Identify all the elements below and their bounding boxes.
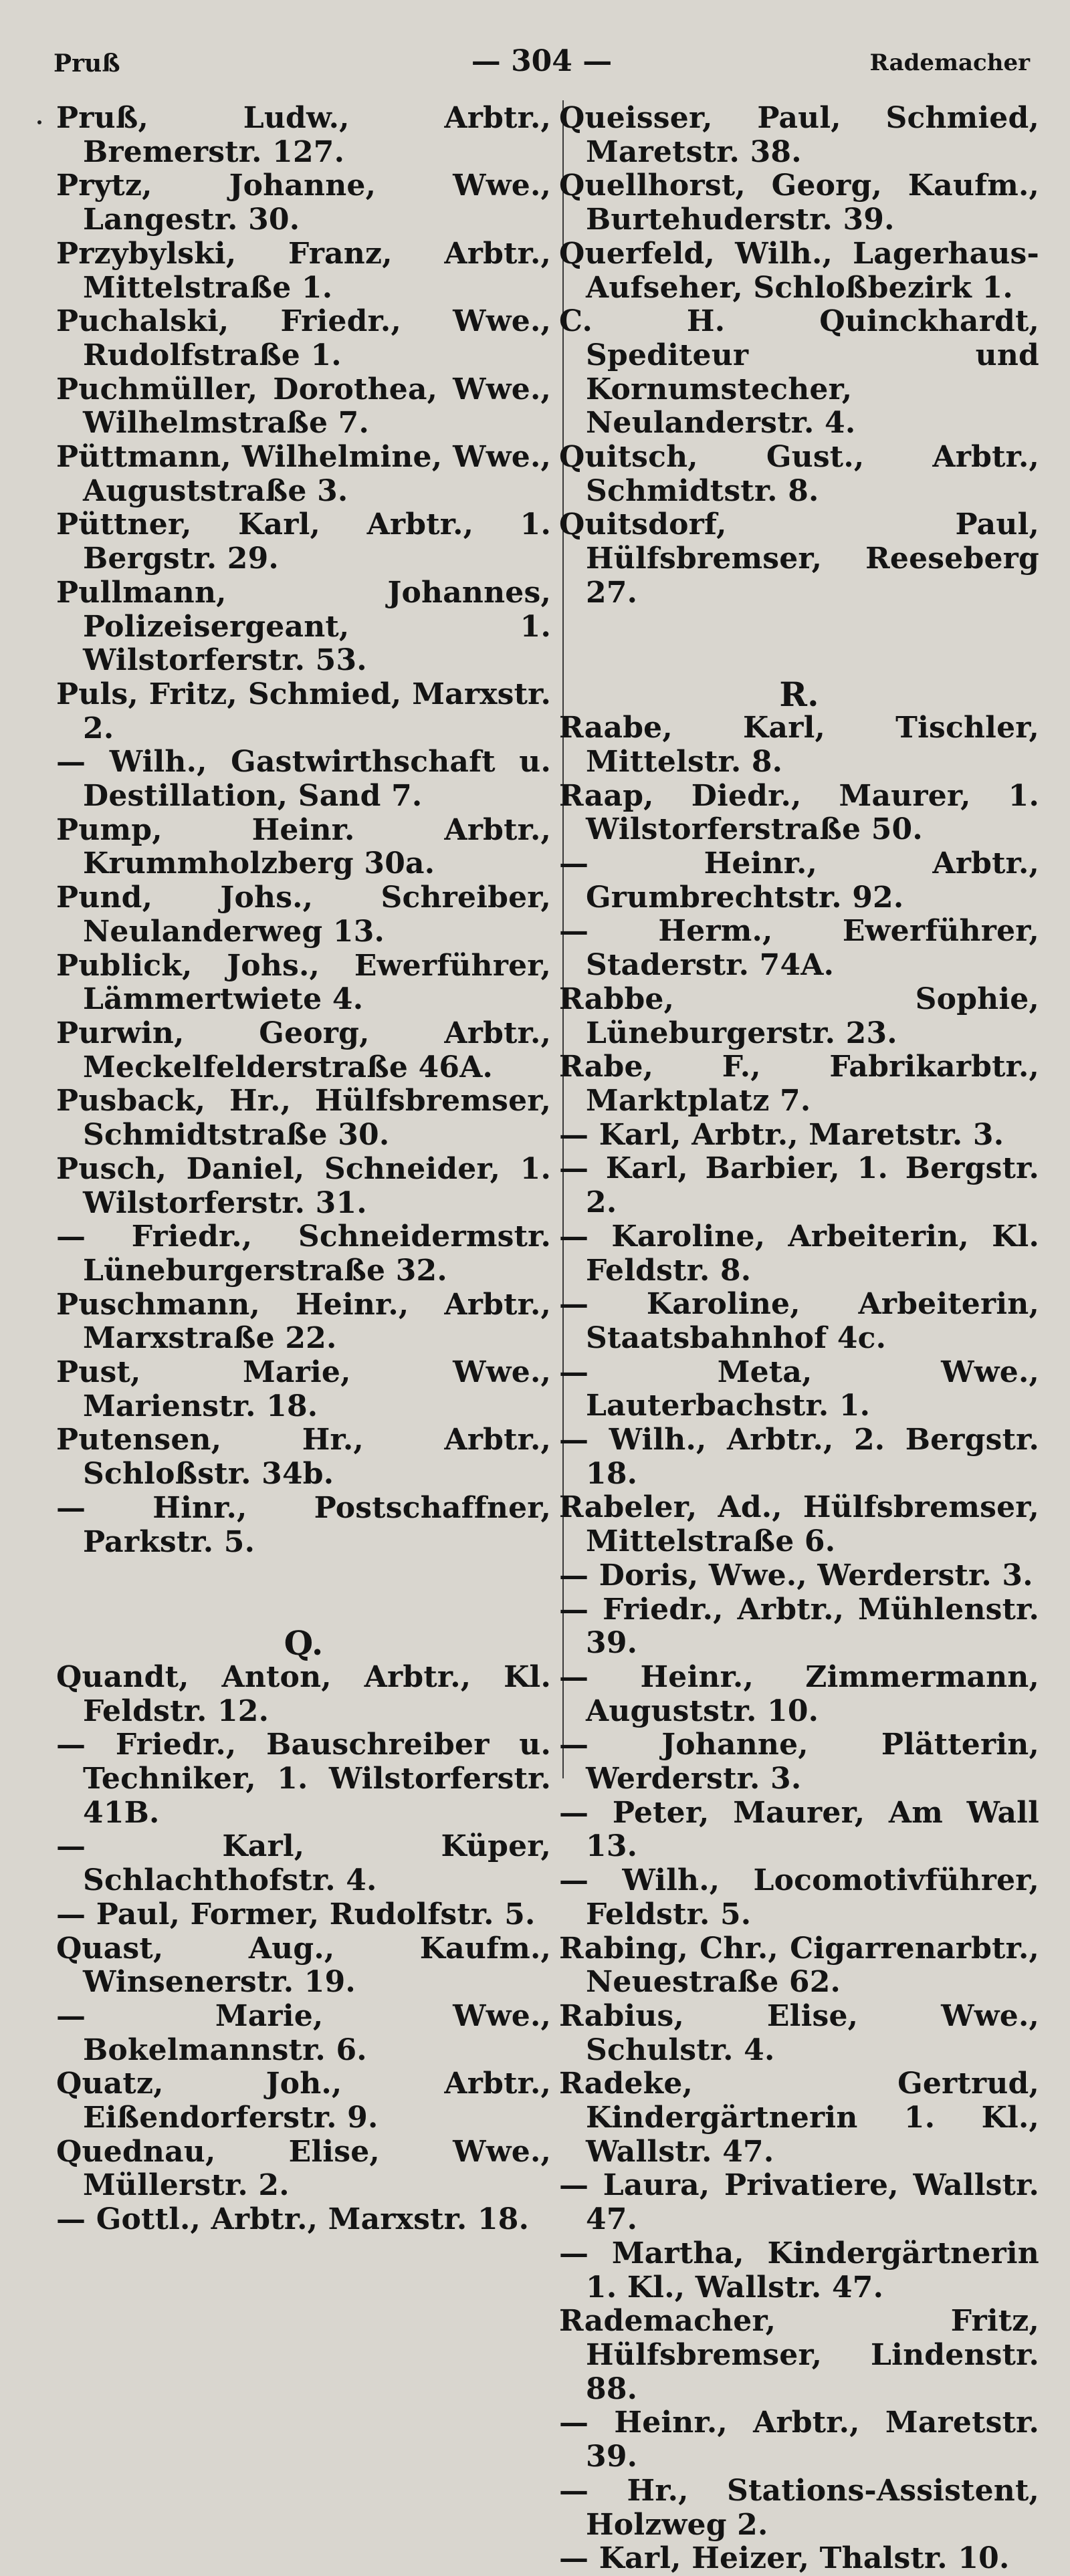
directory-entry: — Wilh., Locomotivführer, Feldstr. 5.	[559, 1863, 1039, 1931]
directory-entry: — Karl, Küper, Schlachthofstr. 4.	[56, 1829, 551, 1898]
entries-r	[559, 711, 1039, 2576]
directory-entry: — Hr., Stations-Assistent, Holzweg 2.	[559, 2473, 1039, 2542]
directory-entry: — Heinr., Arbtr., Grumbrechtstr. 92.	[559, 846, 1039, 915]
directory-entry: — Hinr., Postschaffner, Parkstr. 5.	[56, 1490, 551, 1559]
directory-entry: Rabius, Elise, Wwe., Schulstr. 4.	[559, 1998, 1039, 2067]
directory-entry: Rabeler, Ad., Hülfsbremser, Mittelstraße 6.	[559, 1490, 1039, 1559]
section-letter-r: R.	[779, 674, 819, 714]
directory-entry: Pump, Heinr. Arbtr., Krummholzberg 30a.	[56, 812, 551, 881]
directory-entry: — Doris, Wwe., Werderstr. 3.	[559, 1558, 1033, 1593]
directory-entry: — Karoline, Arbeiterin, Kl. Feldstr. 8.	[559, 1219, 1039, 1288]
directory-entry: Puchmüller, Dorothea, Wwe., Wilhelmstraße 7.	[56, 372, 551, 441]
directory-entry: — Wilh., Arbtr., 2. Bergstr. 18.	[559, 1423, 1039, 1491]
page-number: — 304 —	[471, 44, 613, 78]
directory-entry: — Martha, Kindergärtnerin 1. Kl., Wallstr. 47.	[559, 2236, 1039, 2305]
directory-entry: Quednau, Elise, Wwe., Müllerstr. 2.	[56, 2134, 551, 2203]
directory-entry: Quatz, Joh., Arbtr., Eißendorferstr. 9.	[56, 2067, 551, 2135]
directory-entry: — Peter, Maurer, Am Wall 13.	[559, 1795, 1039, 1864]
directory-entry: Quitsdorf, Paul, Hülfsbremser, Reeseberg 27.	[559, 507, 1039, 610]
directory-entry: — Paul, Former, Rudolfstr. 5.	[56, 1897, 536, 1931]
header-first-name: Pruß	[54, 49, 120, 78]
directory-entry: — Meta, Wwe., Lauterbachstr. 1.	[559, 1355, 1039, 1423]
directory-entry: Pund, Johs., Schreiber, Neulanderweg 13.	[56, 881, 551, 949]
directory-entry: — Wilh., Gastwirthschaft u. Destillation, Sand 7.	[56, 745, 551, 814]
directory-entry: — Laura, Privatiere, Wallstr. 47.	[559, 2168, 1039, 2237]
directory-entry: Püttmann, Wilhelmine, Wwe., Auguststraße 3.	[56, 440, 551, 508]
directory-entry: — Karl, Barbier, 1. Bergstr. 2.	[559, 1151, 1039, 1220]
directory-entry: Querfeld, Wilh., Lagerhaus-Aufseher, Schloßbezirk 1.	[559, 236, 1039, 305]
directory-entry: — Karl, Arbtr., Maretstr. 3.	[559, 1117, 1004, 1152]
page-header	[54, 44, 1030, 84]
entries-p	[56, 102, 551, 1559]
directory-entry: — Marie, Wwe., Bokelmannstr. 6.	[56, 1998, 551, 2067]
directory-entry: — Karoline, Arbeiterin, Staatsbahnhof 4c.	[559, 1287, 1039, 1355]
entries-q-left	[56, 1661, 551, 2237]
directory-entry: Pusback, Hr., Hülfsbremser, Schmidtstraße 30.	[56, 1084, 551, 1153]
directory-entry: — Friedr., Bauschreiber u. Techniker, 1. Wilstorferstr. 41B.	[56, 1728, 551, 1830]
directory-entry: Radeke, Gertrud, Kindergärtnerin 1. Kl., Wallstr. 47.	[559, 2067, 1039, 2169]
directory-entry: Rademacher, Fritz, Hülfsbremser, Lindenstr. 88.	[559, 2304, 1039, 2406]
directory-entry: Rabbe, Sophie, Lüneburgerstr. 23.	[559, 981, 1039, 1050]
directory-entry: — Karl, Heizer, Thalstr. 10.	[559, 2541, 1010, 2576]
directory-entry: — Heinr., Arbtr., Maretstr. 39.	[559, 2406, 1039, 2474]
directory-entry: Rabing, Chr., Cigarrenarbtr., Neuestraße 62.	[559, 1931, 1039, 2000]
directory-entry: Püttner, Karl, Arbtr., 1. Bergstr. 29.	[56, 507, 551, 576]
directory-entry: Pruß, Ludw., Arbtr., Bremerstr. 127.	[56, 101, 551, 169]
directory-entry: Raap, Diedr., Maurer, 1. Wilstorferstraße 50.	[559, 778, 1039, 847]
directory-entry: Quellhorst, Georg, Kaufm., Burtehuderstr. 39.	[559, 168, 1039, 237]
directory-entry: Puls, Fritz, Schmied, Marxstr. 2.	[56, 677, 551, 745]
ink-dot	[37, 120, 41, 124]
directory-entry: Putensen, Hr., Arbtr., Schloßstr. 34b.	[56, 1423, 551, 1492]
directory-entry: Publick, Johs., Ewerführer, Lämmertwiete 4.	[56, 948, 551, 1017]
directory-entry: Puschmann, Heinr., Arbtr., Marxstraße 22.	[56, 1287, 551, 1356]
left-column	[56, 102, 551, 2237]
directory-entry: Queisser, Paul, Schmied, Maretstr. 38.	[559, 101, 1039, 169]
directory-entry: Quitsch, Gust., Arbtr., Schmidtstr. 8.	[559, 440, 1039, 508]
directory-entry: Pust, Marie, Wwe., Marienstr. 18.	[56, 1355, 551, 1423]
directory-entry: C. H. Quinckhardt, Spediteur und Kornumstecher, Neulanderstr. 4.	[559, 304, 1039, 441]
section-gap	[559, 610, 1039, 678]
section-letter-q: Q.	[284, 1623, 324, 1663]
header-last-name: Rademacher	[869, 49, 1030, 76]
directory-entry: Purwin, Georg, Arbtr., Meckelfelderstraße 46A.	[56, 1016, 551, 1084]
directory-entry: — Herm., Ewerführer, Staderstr. 74A.	[559, 914, 1039, 983]
directory-entry: Pusch, Daniel, Schneider, 1. Wilstorferstr. 31.	[56, 1151, 551, 1220]
directory-entry: — Gottl., Arbtr., Marxstr. 18.	[56, 2202, 530, 2237]
directory-entry: Quandt, Anton, Arbtr., Kl. Feldstr. 12.	[56, 1659, 551, 1728]
directory-entry: — Friedr., Arbtr., Mühlenstr. 39.	[559, 1592, 1039, 1661]
directory-entry: — Heinr., Zimmermann, Auguststr. 10.	[559, 1659, 1039, 1728]
directory-entry: Pullmann, Johannes, Polizeisergeant, 1. Wilstorferstr. 53.	[56, 575, 551, 678]
directory-entry: Raabe, Karl, Tischler, Mittelstr. 8.	[559, 711, 1039, 779]
section-gap	[56, 1559, 551, 1627]
right-column	[559, 102, 1039, 2576]
entries-q-right	[559, 102, 1039, 610]
directory-entry: — Johanne, Plätterin, Werderstr. 3.	[559, 1728, 1039, 1796]
directory-entry: Rabe, F., Fabrikarbtr., Marktplatz 7.	[559, 1050, 1039, 1118]
directory-entry: Puchalski, Friedr., Wwe., Rudolfstraße 1.	[56, 304, 551, 372]
directory-entry: Quast, Aug., Kaufm., Winsenerstr. 19.	[56, 1931, 551, 2000]
directory-entry: — Friedr., Schneidermstr. Lüneburgerstraße 32.	[56, 1219, 551, 1288]
directory-entry: Prytz, Johanne, Wwe., Langestr. 30.	[56, 168, 551, 237]
directory-entry: Przybylski, Franz, Arbtr., Mittelstraße 1.	[56, 236, 551, 305]
